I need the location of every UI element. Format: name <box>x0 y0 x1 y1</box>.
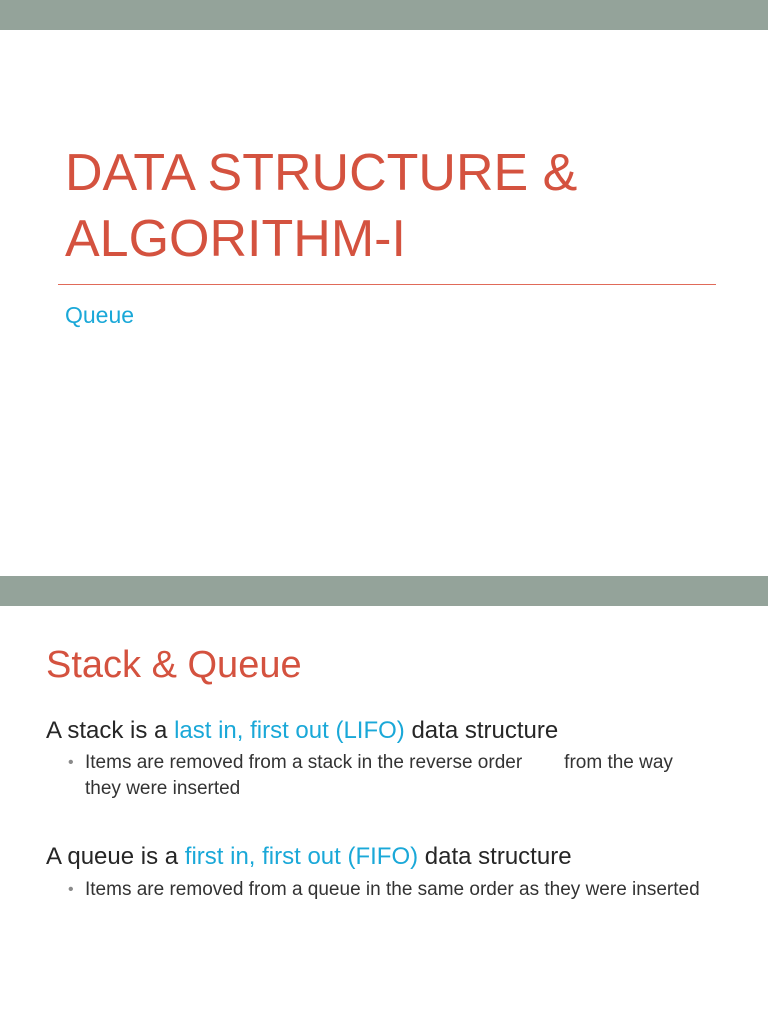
content-slide <box>0 576 768 1024</box>
stack-bullet-suffix: data structure <box>404 717 559 744</box>
queue-sub-bullet <box>68 877 708 903</box>
bullet-dot-icon: • <box>68 754 74 771</box>
queue-bullet-text: A queue is a <box>46 843 185 870</box>
slide-header-band <box>0 0 768 30</box>
queue-sub-text: Items are removed from a queue in the same order as they were inserted <box>85 879 700 900</box>
slide-subtitle: Queue <box>65 302 135 328</box>
slide-header-band <box>0 576 768 606</box>
fifo-term: first in, first out (FIFO) <box>184 843 419 870</box>
bullet-dot-icon: • <box>68 881 74 898</box>
lifo-term: last in, first out (LIFO) <box>174 717 405 744</box>
slide-title: DATA STRUCTURE & ALGORITHM-I <box>65 144 578 268</box>
queue-bullet-suffix: data structure <box>418 843 572 870</box>
queue-bullet <box>46 841 572 873</box>
stack-bullet-text: A stack is a <box>46 717 175 744</box>
stack-sub-bullet <box>68 750 708 802</box>
stack-sub-text-1: Items are removed from a stack in the reverse order <box>85 752 523 773</box>
section-title: Stack & Queue <box>46 644 302 686</box>
stack-sub-text-2: from the way they were inserted <box>85 752 673 799</box>
stack-bullet <box>46 715 558 747</box>
title-divider <box>58 284 716 285</box>
